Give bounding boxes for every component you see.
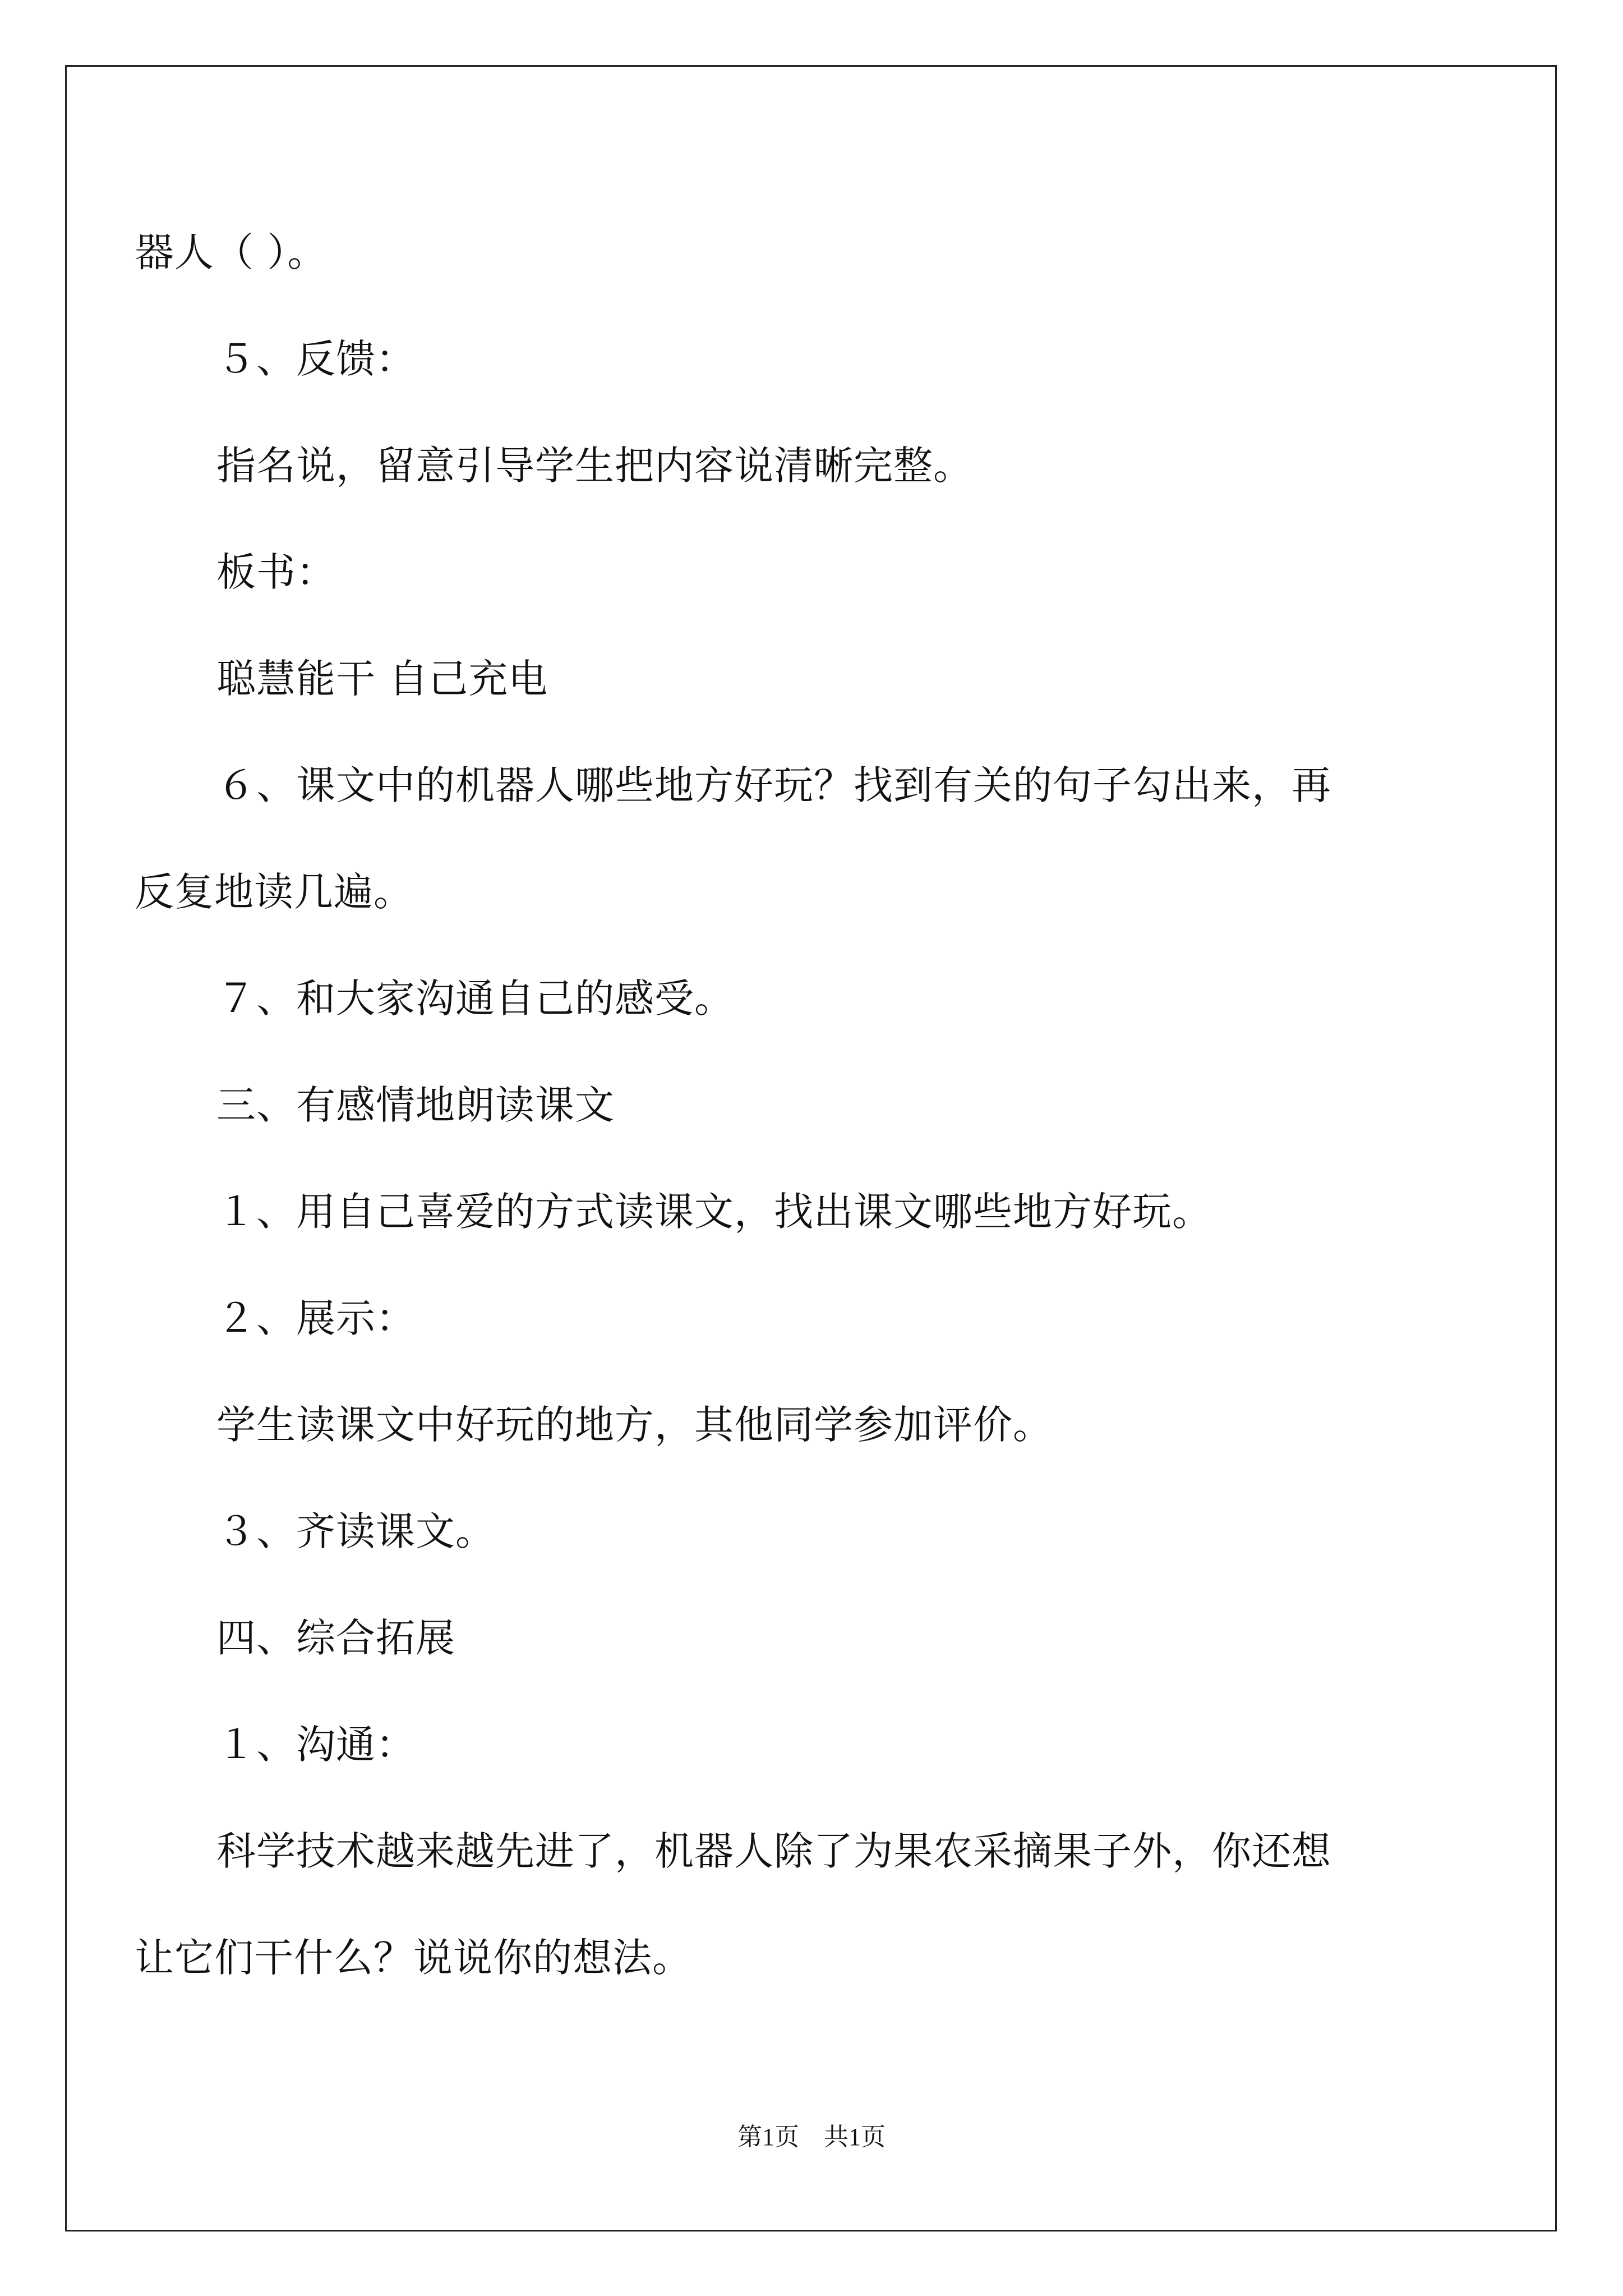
text-line: １、沟通：: [216, 1722, 416, 1768]
text-line: 让它们干什么？说说你的想法。: [135, 1935, 692, 1981]
page-footer: 第1页 共1页: [737, 2123, 886, 2151]
text-line: 器人（ ）。: [135, 229, 328, 275]
page-border: [65, 65, 1557, 2231]
text-line: １、用自己喜爱的方式读课文，找出课文哪些地方好玩。: [216, 1189, 1212, 1235]
text-line: 反复地读几遍。: [135, 869, 413, 915]
text-line: ５、反馈：: [216, 336, 416, 382]
text-line: 科学技术越来越先进了，机器人除了为果农采摘果子外，你还想: [216, 1828, 1331, 1874]
text-line: 三、有感情地朗读课文: [216, 1082, 615, 1128]
text-line: 学生读课文中好玩的地方，其他同学参加评价。: [216, 1402, 1053, 1448]
text-line: 指名说，留意引导学生把内容说清晰完整。: [216, 443, 973, 489]
text-line: ２、展示：: [216, 1295, 416, 1341]
text-line: 板书：: [216, 549, 336, 595]
text-line: ３、齐读课文。: [216, 1508, 495, 1554]
text-line: 聪慧能干 自己充电: [216, 656, 548, 702]
text-line: ６、课文中的机器人哪些地方好玩？找到有关的句子勾出来，再: [216, 762, 1331, 808]
text-line: ７、和大家沟通自己的感受。: [216, 976, 734, 1022]
text-line: 四、综合拓展: [216, 1615, 455, 1661]
